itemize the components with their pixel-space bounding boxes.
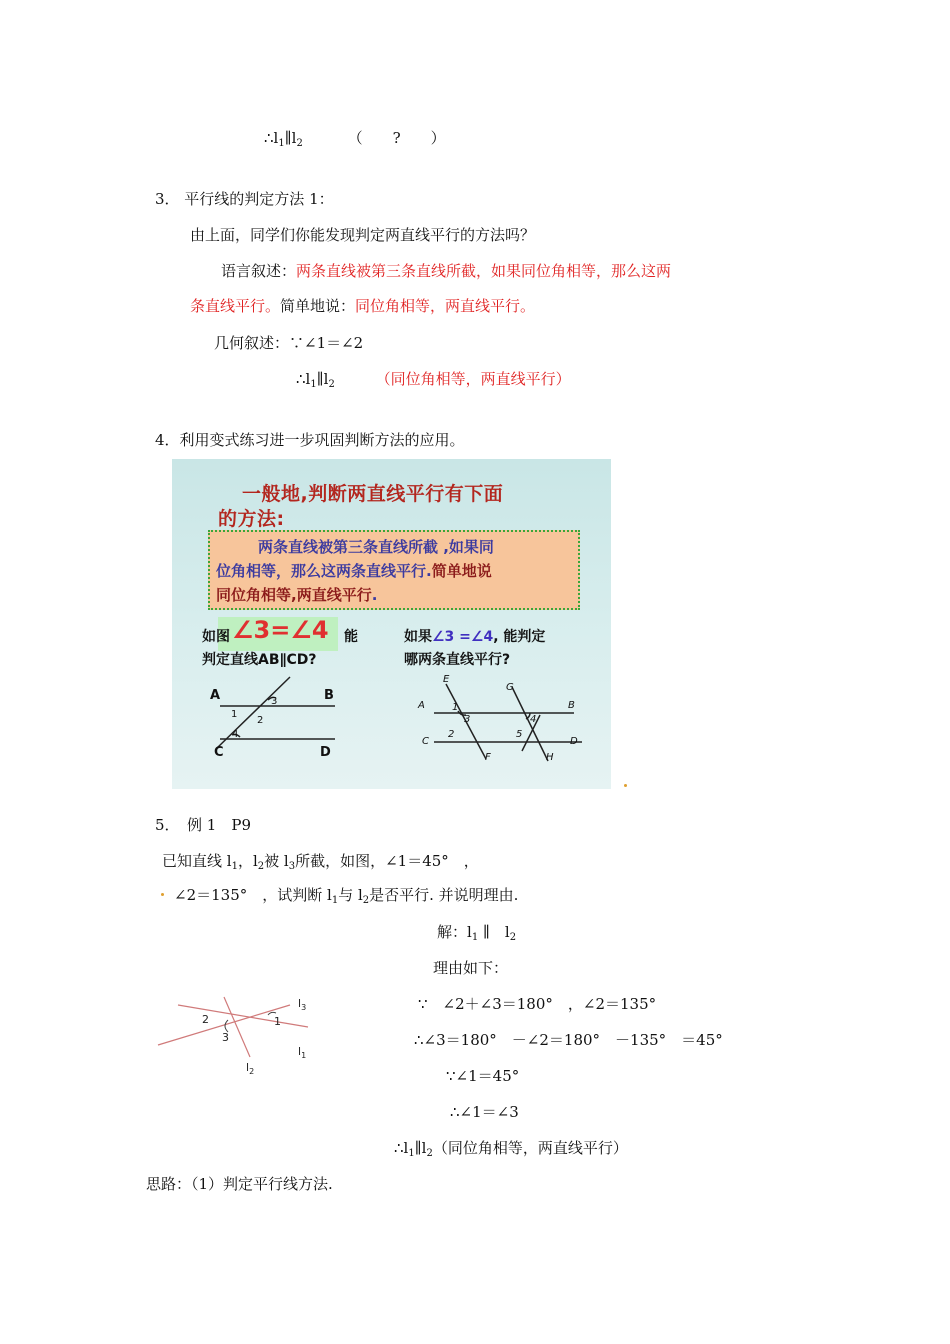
section-4-heading: 4．利用变式练习进一步巩固判断方法的应用。 xyxy=(155,431,465,449)
slide-box-line3: 同位角相等,两直线平行. xyxy=(216,586,378,604)
fig2-label-A: A xyxy=(418,700,425,711)
q2-line2: 哪两条直线平行? xyxy=(404,652,511,668)
orange-dot xyxy=(161,893,164,896)
fig-label-l1: $l_1$ xyxy=(298,1045,307,1060)
figure-2-lines xyxy=(434,681,582,761)
section-5-heading: 5． 例 1 P9 xyxy=(155,816,251,834)
geometric-conclusion: $\therefore l_1\parallel l_2$ （同位角相等，两直线平行） xyxy=(296,370,571,390)
fig2-angle-3: 3 xyxy=(464,714,471,725)
slide-box-line1: 两条直线被第三条直线所截 ,如果同 xyxy=(258,538,494,556)
slide-title-line2: 的方法: xyxy=(218,508,285,530)
fig2-angle-1: 1 xyxy=(452,702,459,713)
fig2-label-C: C xyxy=(422,736,429,747)
fig1-label-B: B xyxy=(324,688,334,703)
orange-dot xyxy=(624,784,627,787)
fig-angle-1: 1 xyxy=(274,1015,281,1028)
fig-label-l3: $l_3$ xyxy=(298,997,307,1012)
q1-line2: 判定直线AB∥CD? xyxy=(202,652,317,668)
verbal-statement-cont: 条直线平行。简单地说：同位角相等，两直线平行。 xyxy=(190,297,536,315)
fig2-label-H: H xyxy=(546,752,554,763)
verbal-statement: 语言叙述：两条直线被第三条直线所截，如果同位角相等，那么这两 xyxy=(221,262,672,280)
fig2-angle-5: 5 xyxy=(516,729,523,740)
fig1-label-D: D xyxy=(320,745,331,760)
fig2-label-G: G xyxy=(506,682,514,693)
fig1-angle-3: 3 xyxy=(271,696,278,707)
slide-box-line2: 位角相等，那么这两条直线平行.简单地说 xyxy=(216,562,492,580)
example-figure xyxy=(150,985,330,1085)
idea-line: 思路：（1）判定平行线方法. xyxy=(146,1175,333,1193)
reason-step-3: ∵∠1＝45° xyxy=(446,1067,520,1085)
fig2-label-B: B xyxy=(568,700,575,711)
fig2-angle-2: 2 xyxy=(448,729,455,740)
fig1-angle-1: 1 xyxy=(231,709,238,720)
reason-step-4: ∴∠1＝∠3 xyxy=(450,1103,519,1121)
reason-step-5: $\therefore l_1\parallel l_2$（同位角相等，两直线平行） xyxy=(394,1139,628,1159)
fig-angle-2: 2 xyxy=(202,1013,209,1026)
reason-step-2: ∴∠3＝180° －∠2＝180° －135° ＝45° xyxy=(414,1031,723,1049)
top-conclusion: $\therefore l_1\parallel l_2$ （ ? ） xyxy=(264,129,446,149)
section-3-question: 由上面，同学们你能发现判定两直线平行的方法吗？ xyxy=(190,226,536,244)
fig-angle-3: 3 xyxy=(222,1031,229,1044)
example-statement-2: ∠2＝135° ，试判断 $l_1$与 $l_2$是否平行. 并说明理由. xyxy=(174,886,519,906)
fig-label-l2: $l_2$ xyxy=(246,1061,255,1076)
slide-figures xyxy=(172,459,611,789)
fig2-label-E: E xyxy=(443,674,450,685)
fig1-label-C: C xyxy=(214,745,224,760)
slide-image xyxy=(172,459,611,789)
example-statement-1: 已知直线 $l_1$，$l_2$被 $l_3$所截，如图，∠1＝45° ， xyxy=(162,852,479,872)
q1-suffix: 能 xyxy=(344,629,358,645)
q1-prefix: 如图 xyxy=(202,629,230,645)
fig1-angle-2: 2 xyxy=(257,715,264,726)
slide-title-line1: 一般地,判断两直线平行有下面 xyxy=(242,483,504,505)
fig1-angle-4: 4 xyxy=(232,729,239,740)
solution-line: 解：$l_1$ ∥ $l_2$ xyxy=(437,923,517,943)
reason-step-1: ∵ ∠2＋∠3＝180° ，∠2＝135° xyxy=(418,995,657,1013)
q1-angle-equality: ∠3=∠4 xyxy=(232,616,329,644)
q2-line1: 如果∠3 =∠4, 能判定 xyxy=(404,629,546,645)
geometric-statement: 几何叙述：∵∠1＝∠2 xyxy=(214,334,364,352)
fig2-label-F: F xyxy=(485,752,491,763)
fig1-label-A: A xyxy=(210,688,221,703)
section-3-heading: 3． 平行线的判定方法 1： xyxy=(155,190,334,208)
fig2-angle-4: 4 xyxy=(530,714,537,725)
reason-heading: 理由如下： xyxy=(433,959,509,977)
fig2-label-D: D xyxy=(570,736,578,747)
